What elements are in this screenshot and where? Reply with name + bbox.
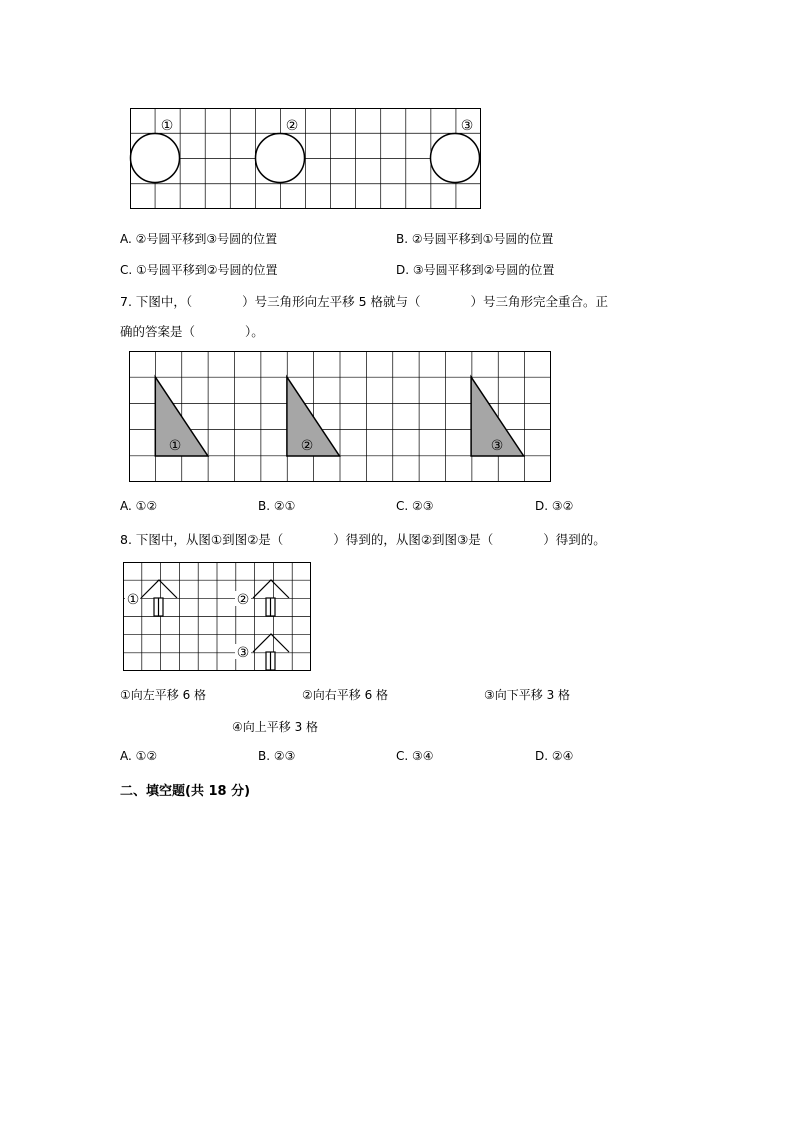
q6-circle-2: [256, 134, 305, 183]
q8-label-3: ③: [236, 645, 250, 661]
q8-option-a: A. ①②: [120, 749, 158, 763]
q6-circle-1: [131, 134, 180, 183]
q7-option-b: B. ②①: [258, 499, 296, 513]
q7-label-2: ②: [300, 438, 314, 454]
q8-option-d: D. ②④: [535, 749, 574, 763]
q8-choice-3: ③向下平移 3 格: [484, 688, 571, 702]
q6-option-b: B. ②号圆平移到①号圆的位置: [396, 232, 554, 246]
q7-question-line1: 7. 下图中，（ ）号三角形向左平移 5 格就与（ ）号三角形完全重合。正: [120, 294, 609, 309]
q6-option-d: D. ③号圆平移到②号圆的位置: [396, 263, 555, 277]
q8-label-1: ①: [126, 592, 140, 608]
q6-label-3: ③: [460, 118, 474, 134]
q7-question-line2: 确的答案是（ ）。: [120, 324, 264, 339]
q6-circle-grid: [130, 108, 482, 210]
q6-circle-3: [431, 134, 480, 183]
q6-label-1: ①: [160, 118, 174, 134]
q7-option-d: D. ③②: [535, 499, 574, 513]
q7-label-1: ①: [168, 438, 182, 454]
q6-option-c: C. ①号圆平移到②号圆的位置: [120, 263, 278, 277]
q8-choice-1: ①向左平移 6 格: [120, 688, 207, 702]
q8-choice-2: ②向右平移 6 格: [302, 688, 389, 702]
q7-option-c: C. ②③: [396, 499, 434, 513]
q8-arrow-figure-3: [253, 634, 289, 670]
q8-arrow-grid: [123, 562, 312, 672]
q7-triangle-grid: [129, 351, 552, 483]
q8-option-b: B. ②③: [258, 749, 296, 763]
q8-question-line1: 8. 下图中，从图①到图②是（ ）得到的，从图②到图③是（ ）得到的。: [120, 532, 606, 547]
q7-label-3: ③: [490, 438, 504, 454]
q8-label-2: ②: [236, 592, 250, 608]
q8-option-c: C. ③④: [396, 749, 434, 763]
section-2-heading: 二、填空题(共 18 分): [120, 784, 251, 799]
q8-choice-4: ④向上平移 3 格: [232, 720, 319, 734]
q6-label-2: ②: [285, 118, 299, 134]
q7-option-a: A. ①②: [120, 499, 158, 513]
q6-option-a: A. ②号圆平移到③号圆的位置: [120, 232, 278, 246]
